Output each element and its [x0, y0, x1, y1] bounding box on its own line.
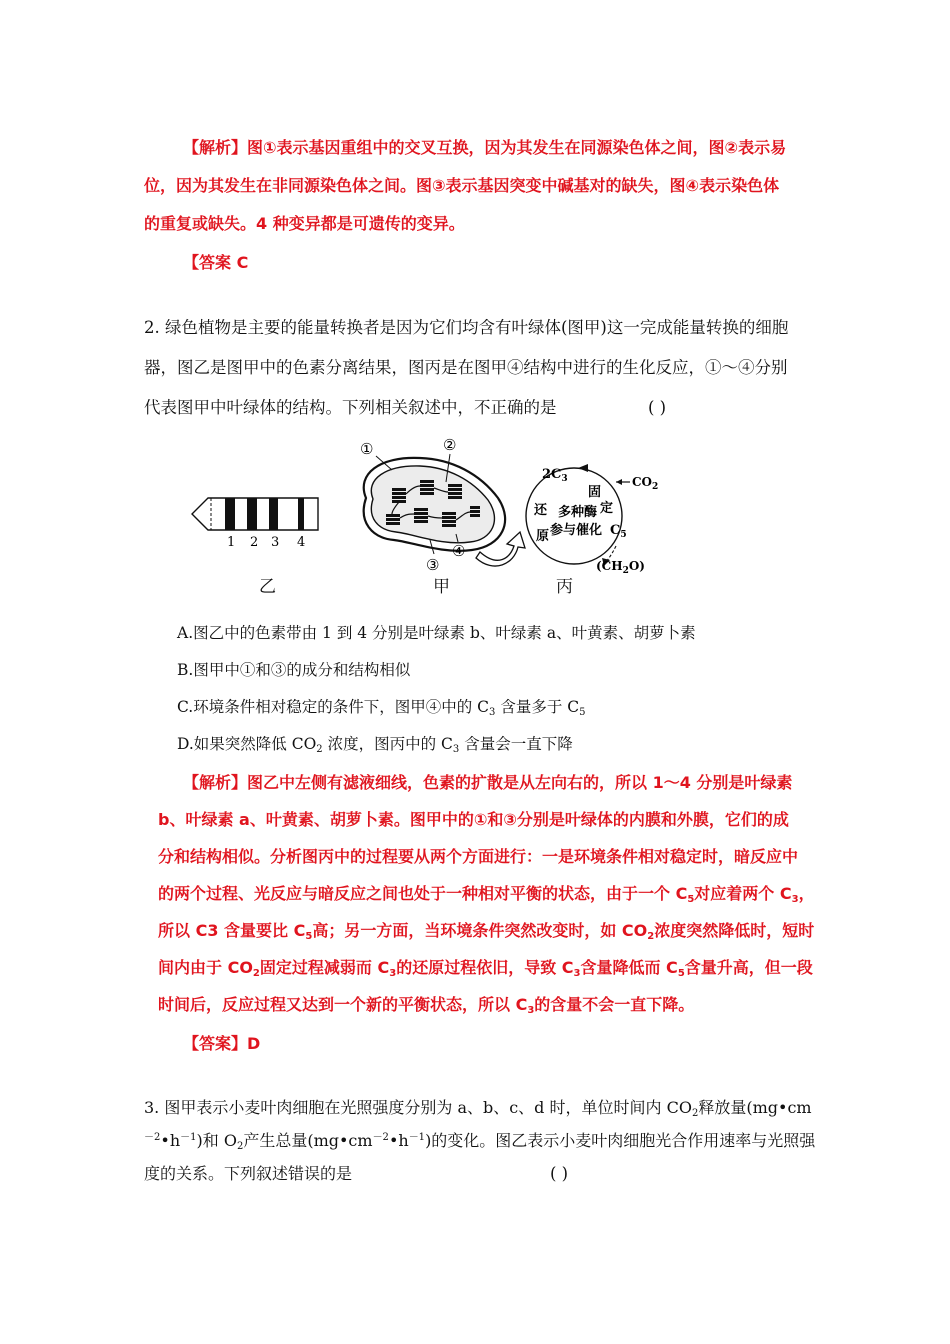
reduction-char-2: 原 [536, 529, 550, 544]
ch2o-label: $(CH_2O)$ [596, 559, 645, 576]
option-d: D.如果突然降低 $CO_2$ 浓度，图丙中的 $C_3$ 含量会一直下降 [177, 735, 573, 755]
chloroplast-diagram [360, 436, 505, 574]
q2-analysis-line-5: 所以 C3 含量要比 $C_5$高；另一方面，当环境条件突然改变时，如 $CO_2$浓度突然降低时，短时 [158, 921, 815, 942]
band-number-4: 4 [297, 535, 306, 550]
q2-stem-line-1: 2. 绿色植物是主要的能量转换者是因为它们均含有叶绿体(图甲)这一完成能量转换的细胞 [144, 318, 789, 337]
enzyme-text: 多种酶 [558, 505, 598, 520]
fixation-char-1: 固 [588, 485, 602, 500]
option-a: A.图乙中的色素带由 1 到 4 分别是叶绿素 b、叶绿素 a、叶黄素、胡萝卜素 [177, 624, 696, 642]
band-number-2: 2 [250, 535, 259, 550]
catalysis-text: 参与催化 [550, 523, 603, 538]
q2-answer-blank: ( ) [648, 398, 667, 417]
caption-yi: 乙 [259, 577, 276, 597]
q3-stem-line-3: 度的关系。下列叙述错误的是 [144, 1164, 353, 1183]
q2-figure [180, 434, 659, 576]
q1-answer: 【答案 C [183, 253, 249, 272]
q1-analysis-line-3: 的重复或缺失。4 种变异都是可遗传的变异。 [144, 214, 465, 233]
q3-answer-blank: ( ) [550, 1164, 569, 1183]
fixation-char-2: 定 [600, 501, 614, 516]
pigment-strip [192, 498, 318, 550]
label-3-outer-membrane: ③ [426, 556, 440, 574]
caption-jia: 甲 [433, 577, 450, 597]
band-number-3: 3 [271, 535, 280, 550]
q1-analysis-line-2: 位，因为其发生在非同源染色体之间。图③表示基因突变中碱基对的缺失，图④表示染色体 [144, 176, 780, 195]
co2-label: $CO_2$ [632, 475, 659, 492]
calvin-cycle-diagram [526, 464, 658, 576]
label-1-inner-membrane: ① [360, 440, 374, 458]
pigment-band-1 [225, 498, 235, 530]
q2-analysis-line-4: 的两个过程、光反应与暗反应之间也处于一种相对平衡的状态，由于一个 $C_5$对应着两个 $C_3$， [158, 884, 815, 905]
reduction-char-1: 还 [534, 503, 548, 518]
option-b: B.图甲中①和③的成分和结构相似 [177, 661, 411, 679]
q2-analysis-line-3: 分和结构相似。分析图丙中的过程要从两个方面进行：一是环境条件相对稳定时，暗反应中 [158, 847, 799, 866]
q3-stem-line-2: $^{-2}•h^{-1}$)和 $O_2$产生总量$(mg•cm^{-2}•h^{-1})$的变化。图乙表示小麦叶肉细胞光合作用速率与光照强 [144, 1131, 816, 1152]
band-number-1: 1 [227, 535, 236, 550]
pigment-band-2 [247, 498, 257, 530]
option-c: C.环境条件相对稳定的条件下，图甲④中的 $C_3$ 含量多于 $C_5$ [177, 698, 586, 718]
c3-label: $2C_3$ [542, 467, 568, 484]
q2-analysis-line-2: b、叶绿素 a、叶黄素、胡萝卜素。图甲中的①和③分别是叶绿体的内膜和外膜，它们的成 [158, 810, 789, 829]
q2-stem-line-2: 器，图乙是图甲中的色素分离结果，图丙是在图甲④结构中进行的生化反应，①～④分别 [144, 358, 788, 377]
c5-label: $C_5$ [610, 523, 627, 540]
caption-bing: 丙 [556, 577, 573, 597]
pigment-band-4 [298, 498, 304, 530]
pigment-band-3 [269, 498, 278, 530]
q1-analysis-line-1: 【解析】图①表示基因重组中的交叉互换，因为其发生在同源染色体之间，图②表示易 [183, 138, 787, 157]
q2-stem-line-3: 代表图甲中叶绿体的结构。下列相关叙述中，不正确的是 [144, 398, 557, 417]
q3-stem-line-1: 3. 图甲表示小麦叶肉细胞在光照强度分别为 a、b、c、d 时，单位时间内 $CO_2$释放量(mg•cm [144, 1098, 812, 1119]
q2-analysis-line-7: 时间后，反应过程又达到一个新的平衡状态，所以 $C_3$的含量不会一直下降。 [158, 995, 695, 1016]
q2-analysis-line-1: 【解析】图乙中左侧有滤液细线，色素的扩散是从左向右的，所以 1～4 分别是叶绿素 [183, 773, 793, 792]
label-2-grana: ② [443, 436, 457, 454]
label-4-stroma: ④ [452, 542, 466, 560]
q2-answer: 【答案】D [183, 1034, 261, 1053]
q2-analysis-line-6: 间内由于 $CO_2$固定过程减弱而 $C_3$的还原过程依旧，导致 $C_3$含量降低而 $C_5$含量升高，但一段 [158, 958, 813, 979]
